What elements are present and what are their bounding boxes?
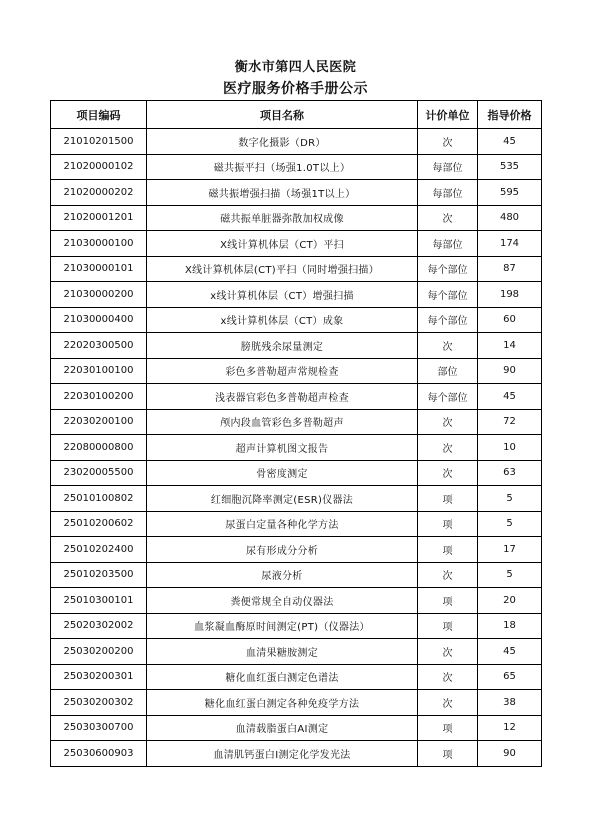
cell-unit: 项 bbox=[418, 537, 478, 563]
cell-price: 45 bbox=[478, 639, 542, 665]
hospital-name: 衡水市第四人民医院 bbox=[234, 60, 357, 75]
cell-unit: 次 bbox=[418, 129, 478, 155]
table-row bbox=[51, 562, 542, 588]
cell-code: 21030000101 bbox=[51, 256, 147, 282]
cell-code: 25030200200 bbox=[51, 639, 147, 665]
cell-name: X线计算机体层（CT）平扫 bbox=[147, 231, 418, 257]
cell-unit: 次 bbox=[418, 460, 478, 486]
table-row bbox=[51, 384, 542, 410]
cell-price: 5 bbox=[478, 486, 542, 512]
column-header-unit: 计价单位 bbox=[418, 101, 478, 129]
column-header-code: 项目编码 bbox=[51, 101, 147, 129]
cell-unit: 部位 bbox=[418, 358, 478, 384]
table-row bbox=[51, 129, 542, 155]
cell-price: 595 bbox=[478, 180, 542, 206]
cell-name: 红细胞沉降率测定(ESR)仪器法 bbox=[147, 486, 418, 512]
cell-price: 14 bbox=[478, 333, 542, 359]
table-row bbox=[51, 180, 542, 206]
cell-price: 10 bbox=[478, 435, 542, 461]
cell-code: 25020302002 bbox=[51, 613, 147, 639]
cell-unit: 每个部位 bbox=[418, 256, 478, 282]
cell-code: 22030100200 bbox=[51, 384, 147, 410]
cell-price: 20 bbox=[478, 588, 542, 614]
cell-price: 17 bbox=[478, 537, 542, 563]
table-row bbox=[51, 307, 542, 333]
cell-name: 尿有形成分分析 bbox=[147, 537, 418, 563]
cell-code: 22030200100 bbox=[51, 409, 147, 435]
table-row bbox=[51, 282, 542, 308]
cell-code: 22030100100 bbox=[51, 358, 147, 384]
cell-name: 尿蛋白定量各种化学方法 bbox=[147, 511, 418, 537]
cell-code: 23020005500 bbox=[51, 460, 147, 486]
cell-price: 18 bbox=[478, 613, 542, 639]
table-row bbox=[51, 333, 542, 359]
cell-price: 5 bbox=[478, 511, 542, 537]
table-row bbox=[51, 741, 542, 767]
cell-code: 25030300700 bbox=[51, 715, 147, 741]
cell-unit: 次 bbox=[418, 333, 478, 359]
cell-code: 25010200602 bbox=[51, 511, 147, 537]
cell-unit: 次 bbox=[418, 409, 478, 435]
cell-name: 糖化血红蛋白测定各种免疫学方法 bbox=[147, 690, 418, 716]
cell-code: 21010201500 bbox=[51, 129, 147, 155]
cell-unit: 项 bbox=[418, 486, 478, 512]
cell-name: X线计算机体层(CT)平扫（同时增强扫描） bbox=[147, 256, 418, 282]
cell-unit: 项 bbox=[418, 613, 478, 639]
table-body bbox=[51, 129, 542, 767]
cell-unit: 次 bbox=[418, 435, 478, 461]
cell-price: 45 bbox=[478, 384, 542, 410]
cell-code: 21030000100 bbox=[51, 231, 147, 257]
cell-unit: 项 bbox=[418, 715, 478, 741]
cell-name: 磁共振单脏器弥散加权成像 bbox=[147, 205, 418, 231]
table-header-row bbox=[51, 101, 542, 129]
column-header-name: 项目名称 bbox=[147, 101, 418, 129]
table-row bbox=[51, 205, 542, 231]
cell-name: x线计算机体层（CT）成象 bbox=[147, 307, 418, 333]
cell-name: 数字化摄影（DR） bbox=[147, 129, 418, 155]
table-row bbox=[51, 256, 542, 282]
table-row bbox=[51, 613, 542, 639]
cell-code: 21020001201 bbox=[51, 205, 147, 231]
cell-unit: 每部位 bbox=[418, 180, 478, 206]
price-table bbox=[50, 100, 542, 767]
page-title: 医疗服务价格手册公示 bbox=[223, 81, 368, 97]
cell-name: x线计算机体层（CT）增强扫描 bbox=[147, 282, 418, 308]
cell-unit: 每个部位 bbox=[418, 384, 478, 410]
cell-name: 颅内段血管彩色多普勒超声 bbox=[147, 409, 418, 435]
cell-price: 535 bbox=[478, 154, 542, 180]
cell-code: 25010100802 bbox=[51, 486, 147, 512]
cell-code: 21030000200 bbox=[51, 282, 147, 308]
table-row bbox=[51, 588, 542, 614]
table-row bbox=[51, 460, 542, 486]
table-row bbox=[51, 231, 542, 257]
table-row bbox=[51, 690, 542, 716]
cell-name: 彩色多普勒超声常规检查 bbox=[147, 358, 418, 384]
cell-name: 尿液分析 bbox=[147, 562, 418, 588]
cell-code: 25030600903 bbox=[51, 741, 147, 767]
cell-price: 480 bbox=[478, 205, 542, 231]
table-row bbox=[51, 358, 542, 384]
cell-code: 25010203500 bbox=[51, 562, 147, 588]
table-row bbox=[51, 486, 542, 512]
cell-unit: 次 bbox=[418, 562, 478, 588]
table-row bbox=[51, 537, 542, 563]
cell-name: 磁共振增强扫描（场强1T以上） bbox=[147, 180, 418, 206]
cell-name: 血清果糖胺测定 bbox=[147, 639, 418, 665]
cell-name: 膀胱残余尿量测定 bbox=[147, 333, 418, 359]
cell-code: 25030200301 bbox=[51, 664, 147, 690]
table-row bbox=[51, 409, 542, 435]
cell-name: 血浆凝血酶原时间测定(PT)（仪器法） bbox=[147, 613, 418, 639]
cell-unit: 次 bbox=[418, 664, 478, 690]
cell-price: 60 bbox=[478, 307, 542, 333]
cell-price: 63 bbox=[478, 460, 542, 486]
cell-unit: 项 bbox=[418, 741, 478, 767]
cell-price: 174 bbox=[478, 231, 542, 257]
cell-unit: 次 bbox=[418, 639, 478, 665]
cell-name: 粪便常规全自动仪器法 bbox=[147, 588, 418, 614]
cell-price: 45 bbox=[478, 129, 542, 155]
cell-code: 25030200302 bbox=[51, 690, 147, 716]
cell-unit: 每部位 bbox=[418, 154, 478, 180]
cell-price: 72 bbox=[478, 409, 542, 435]
cell-unit: 项 bbox=[418, 588, 478, 614]
table-row bbox=[51, 154, 542, 180]
column-header-price: 指导价格 bbox=[478, 101, 542, 129]
table-row bbox=[51, 664, 542, 690]
cell-name: 血清载脂蛋白AⅠ测定 bbox=[147, 715, 418, 741]
cell-code: 21030000400 bbox=[51, 307, 147, 333]
cell-name: 磁共振平扫（场强1.0T以上） bbox=[147, 154, 418, 180]
cell-unit: 每部位 bbox=[418, 231, 478, 257]
table-row bbox=[51, 511, 542, 537]
cell-price: 38 bbox=[478, 690, 542, 716]
cell-code: 22020300500 bbox=[51, 333, 147, 359]
cell-unit: 项 bbox=[418, 511, 478, 537]
cell-code: 21020000102 bbox=[51, 154, 147, 180]
cell-name: 糖化血红蛋白测定色谱法 bbox=[147, 664, 418, 690]
cell-unit: 每个部位 bbox=[418, 282, 478, 308]
cell-name: 浅表器官彩色多普勒超声检查 bbox=[147, 384, 418, 410]
table-row bbox=[51, 715, 542, 741]
cell-code: 22080000800 bbox=[51, 435, 147, 461]
cell-price: 198 bbox=[478, 282, 542, 308]
cell-price: 87 bbox=[478, 256, 542, 282]
cell-name: 血清肌钙蛋白Ⅰ测定化学发光法 bbox=[147, 741, 418, 767]
cell-price: 5 bbox=[478, 562, 542, 588]
cell-price: 90 bbox=[478, 358, 542, 384]
cell-price: 12 bbox=[478, 715, 542, 741]
table-row bbox=[51, 639, 542, 665]
cell-price: 90 bbox=[478, 741, 542, 767]
cell-code: 25010202400 bbox=[51, 537, 147, 563]
cell-name: 超声计算机图文报告 bbox=[147, 435, 418, 461]
cell-unit: 每个部位 bbox=[418, 307, 478, 333]
cell-name: 骨密度测定 bbox=[147, 460, 418, 486]
cell-code: 25010300101 bbox=[51, 588, 147, 614]
table-row bbox=[51, 435, 542, 461]
cell-unit: 次 bbox=[418, 690, 478, 716]
cell-price: 65 bbox=[478, 664, 542, 690]
cell-code: 21020000202 bbox=[51, 180, 147, 206]
cell-unit: 次 bbox=[418, 205, 478, 231]
